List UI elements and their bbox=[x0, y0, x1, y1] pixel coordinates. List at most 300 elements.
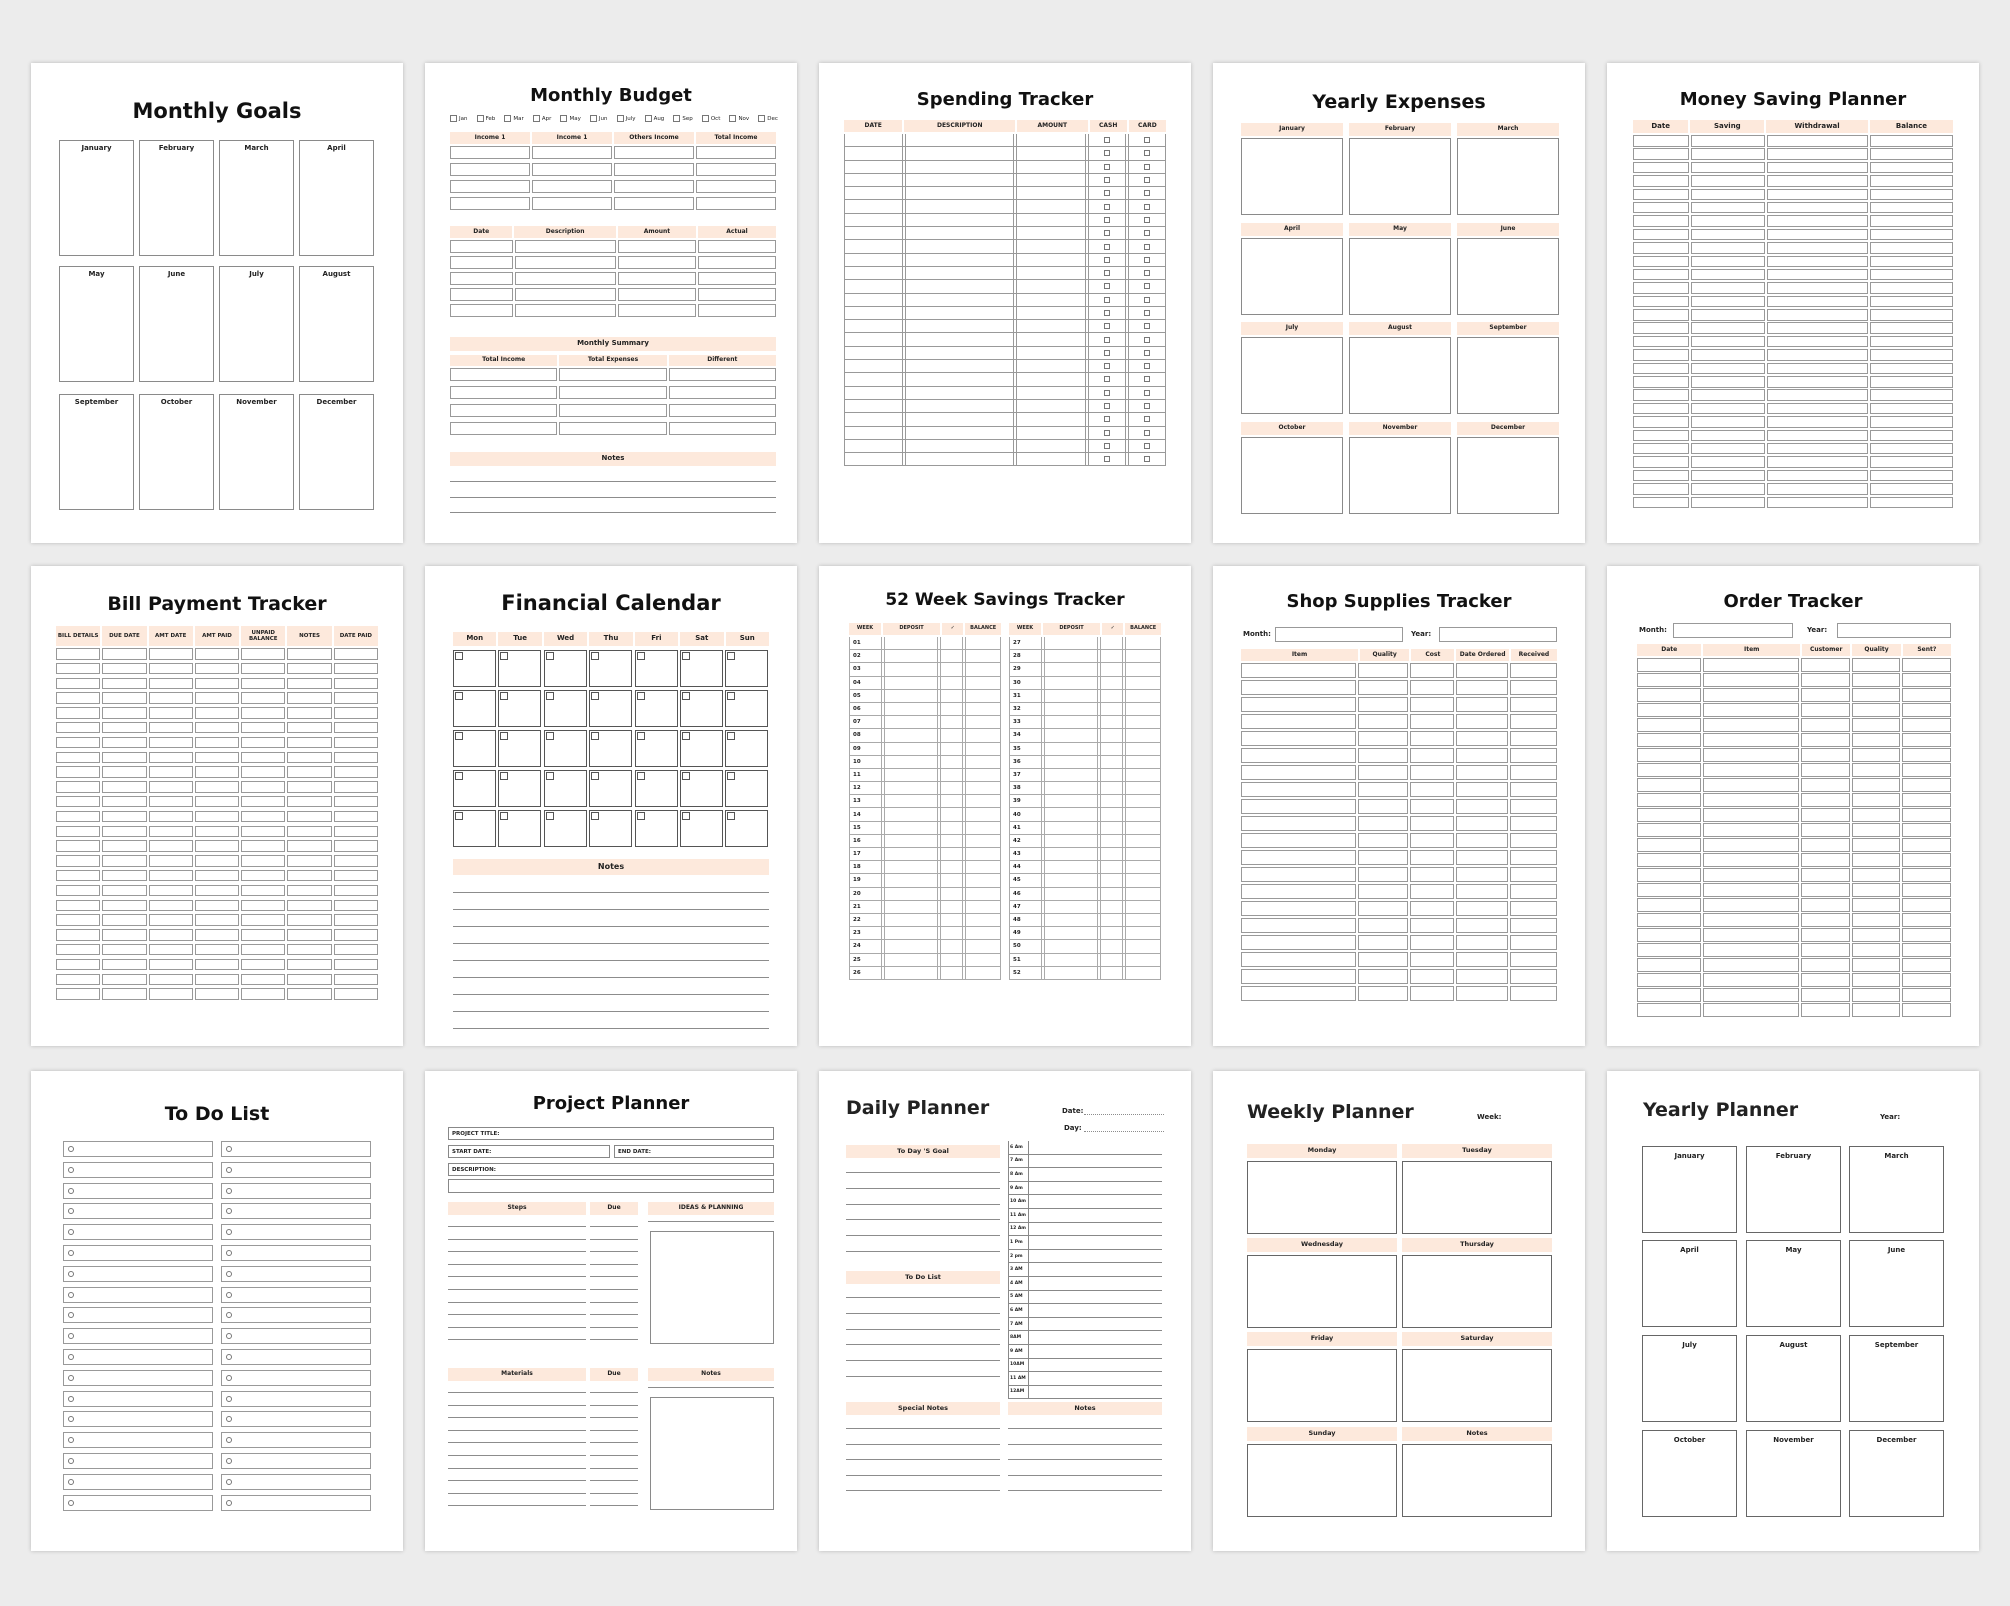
table-cell[interactable] bbox=[56, 737, 100, 749]
week-cell[interactable] bbox=[1044, 650, 1098, 662]
table-cell[interactable] bbox=[1902, 778, 1951, 792]
table-cell[interactable] bbox=[102, 692, 146, 704]
month-check[interactable] bbox=[450, 115, 467, 122]
todo-item[interactable] bbox=[63, 1432, 213, 1448]
month-check[interactable] bbox=[617, 115, 636, 122]
circle-checkbox-icon[interactable] bbox=[68, 1354, 74, 1360]
table-cell[interactable] bbox=[1870, 389, 1953, 401]
table-cell[interactable] bbox=[1410, 714, 1454, 729]
table-cell[interactable] bbox=[614, 146, 694, 159]
month-box[interactable] bbox=[1642, 1240, 1737, 1327]
due-line[interactable] bbox=[590, 1264, 638, 1265]
month-box[interactable] bbox=[1746, 1430, 1841, 1517]
table-cell[interactable] bbox=[1410, 867, 1454, 882]
table-cell[interactable] bbox=[241, 885, 285, 897]
week-cell[interactable] bbox=[884, 795, 938, 807]
week-cell[interactable] bbox=[965, 769, 1001, 781]
due-line[interactable] bbox=[590, 1302, 638, 1303]
table-cell[interactable] bbox=[1870, 282, 1953, 294]
table-cell[interactable] bbox=[1510, 952, 1557, 967]
todo-item[interactable] bbox=[63, 1141, 213, 1157]
week-cell[interactable] bbox=[1100, 835, 1123, 847]
table-cell[interactable] bbox=[1410, 935, 1454, 950]
todo-line[interactable] bbox=[846, 1376, 1000, 1377]
table-cell[interactable] bbox=[1902, 928, 1951, 942]
step-line[interactable] bbox=[448, 1405, 586, 1406]
week-cell[interactable] bbox=[940, 861, 963, 873]
table-cell[interactable] bbox=[905, 453, 1014, 465]
table-cell[interactable] bbox=[1801, 1003, 1850, 1017]
calendar-day-cell[interactable] bbox=[680, 810, 723, 847]
table-cell[interactable] bbox=[1691, 175, 1765, 187]
day-number-box[interactable] bbox=[546, 692, 554, 700]
table-cell[interactable] bbox=[1633, 256, 1689, 268]
table-cell[interactable] bbox=[1767, 175, 1868, 187]
table-cell[interactable] bbox=[1852, 793, 1901, 807]
table-cell[interactable] bbox=[1510, 816, 1557, 831]
table-cell[interactable] bbox=[287, 692, 331, 704]
table-cell[interactable] bbox=[1767, 389, 1868, 401]
table-cell[interactable] bbox=[1456, 816, 1509, 831]
todo-item[interactable] bbox=[221, 1453, 371, 1469]
table-cell[interactable] bbox=[287, 663, 331, 675]
table-cell[interactable] bbox=[1510, 697, 1557, 712]
week-cell[interactable] bbox=[1044, 782, 1098, 794]
table-cell[interactable] bbox=[102, 678, 146, 690]
week-cell[interactable] bbox=[1125, 677, 1161, 689]
week-cell[interactable] bbox=[1100, 808, 1123, 820]
table-cell[interactable] bbox=[1456, 867, 1509, 882]
table-cell[interactable] bbox=[1637, 688, 1701, 702]
table-cell[interactable] bbox=[102, 648, 146, 660]
step-line[interactable] bbox=[448, 1417, 586, 1418]
note-line[interactable] bbox=[453, 1011, 769, 1012]
table-cell[interactable] bbox=[56, 796, 100, 808]
day-number-box[interactable] bbox=[546, 772, 554, 780]
table-cell[interactable] bbox=[1703, 973, 1798, 987]
table-cell[interactable] bbox=[1703, 898, 1798, 912]
table-cell[interactable] bbox=[149, 692, 193, 704]
table-cell[interactable] bbox=[1691, 376, 1765, 388]
table-cell[interactable] bbox=[1703, 868, 1798, 882]
month-box[interactable] bbox=[1849, 1430, 1944, 1517]
circle-checkbox-icon[interactable] bbox=[68, 1188, 74, 1194]
table-cell[interactable] bbox=[1088, 307, 1126, 319]
checkbox-icon[interactable] bbox=[617, 115, 624, 122]
table-cell[interactable] bbox=[844, 187, 903, 199]
checkbox-icon[interactable] bbox=[1104, 443, 1110, 449]
ideas-box[interactable] bbox=[650, 1397, 774, 1510]
day-number-box[interactable] bbox=[682, 652, 690, 660]
table-cell[interactable] bbox=[102, 796, 146, 808]
table-cell[interactable] bbox=[56, 692, 100, 704]
step-line[interactable] bbox=[448, 1339, 586, 1340]
table-cell[interactable] bbox=[1870, 376, 1953, 388]
table-cell[interactable] bbox=[56, 885, 100, 897]
hour-row[interactable] bbox=[1009, 1372, 1162, 1386]
table-cell[interactable] bbox=[1016, 200, 1086, 212]
due-line[interactable] bbox=[590, 1505, 638, 1506]
table-cell[interactable] bbox=[241, 929, 285, 941]
table-cell[interactable] bbox=[1410, 969, 1454, 984]
table-cell[interactable] bbox=[1358, 884, 1408, 899]
table-cell[interactable] bbox=[241, 663, 285, 675]
table-cell[interactable] bbox=[56, 840, 100, 852]
table-cell[interactable] bbox=[1767, 148, 1868, 160]
circle-checkbox-icon[interactable] bbox=[68, 1292, 74, 1298]
table-cell[interactable] bbox=[1088, 280, 1126, 292]
table-cell[interactable] bbox=[241, 900, 285, 912]
hour-row[interactable] bbox=[1009, 1263, 1162, 1277]
todo-item[interactable] bbox=[63, 1162, 213, 1178]
table-cell[interactable] bbox=[844, 453, 903, 465]
table-cell[interactable] bbox=[1633, 376, 1689, 388]
table-cell[interactable] bbox=[1852, 973, 1901, 987]
table-cell[interactable] bbox=[1870, 363, 1953, 375]
table-cell[interactable] bbox=[1633, 443, 1689, 455]
table-cell[interactable] bbox=[1902, 748, 1951, 762]
calendar-day-cell[interactable] bbox=[589, 810, 632, 847]
checkbox-icon[interactable] bbox=[1104, 230, 1110, 236]
hour-row[interactable] bbox=[1009, 1223, 1162, 1237]
day-number-box[interactable] bbox=[591, 652, 599, 660]
table-cell[interactable] bbox=[1456, 952, 1509, 967]
table-cell[interactable] bbox=[287, 855, 331, 867]
table-cell[interactable] bbox=[1801, 718, 1850, 732]
day-number-box[interactable] bbox=[682, 692, 690, 700]
table-cell[interactable] bbox=[1241, 969, 1356, 984]
table-cell[interactable] bbox=[102, 752, 146, 764]
table-cell[interactable] bbox=[905, 373, 1014, 385]
note-line[interactable] bbox=[453, 909, 769, 910]
todo-item[interactable] bbox=[221, 1266, 371, 1282]
due-line[interactable] bbox=[590, 1276, 638, 1277]
table-cell[interactable] bbox=[1801, 883, 1850, 897]
checkbox-icon[interactable] bbox=[1144, 257, 1150, 263]
table-cell[interactable] bbox=[1691, 363, 1765, 375]
table-cell[interactable] bbox=[844, 347, 903, 359]
table-cell[interactable] bbox=[287, 988, 331, 1000]
due-line[interactable] bbox=[590, 1314, 638, 1315]
due-line[interactable] bbox=[590, 1239, 638, 1240]
todo-item[interactable] bbox=[221, 1307, 371, 1323]
table-cell[interactable] bbox=[1633, 403, 1689, 415]
table-cell[interactable] bbox=[1852, 883, 1901, 897]
table-cell[interactable] bbox=[102, 766, 146, 778]
table-cell[interactable] bbox=[1088, 333, 1126, 345]
week-cell[interactable] bbox=[965, 914, 1001, 926]
table-cell[interactable] bbox=[1410, 731, 1454, 746]
table-cell[interactable] bbox=[450, 240, 513, 253]
table-cell[interactable] bbox=[1902, 943, 1951, 957]
table-cell[interactable] bbox=[1358, 986, 1408, 1001]
circle-checkbox-icon[interactable] bbox=[226, 1333, 232, 1339]
table-cell[interactable] bbox=[698, 256, 776, 269]
calendar-day-cell[interactable] bbox=[680, 650, 723, 687]
circle-checkbox-icon[interactable] bbox=[226, 1250, 232, 1256]
calendar-day-cell[interactable] bbox=[544, 810, 587, 847]
table-cell[interactable] bbox=[532, 180, 612, 193]
table-cell[interactable] bbox=[287, 929, 331, 941]
week-cell[interactable] bbox=[965, 795, 1001, 807]
table-cell[interactable] bbox=[1456, 986, 1509, 1001]
circle-checkbox-icon[interactable] bbox=[226, 1208, 232, 1214]
table-cell[interactable] bbox=[844, 333, 903, 345]
due-line[interactable] bbox=[590, 1455, 638, 1456]
table-cell[interactable] bbox=[1637, 853, 1701, 867]
day-box[interactable] bbox=[1402, 1349, 1552, 1422]
week-cell[interactable] bbox=[965, 743, 1001, 755]
due-line[interactable] bbox=[590, 1251, 638, 1252]
table-cell[interactable] bbox=[844, 240, 903, 252]
table-cell[interactable] bbox=[1016, 187, 1086, 199]
todo-item[interactable] bbox=[63, 1411, 213, 1427]
week-cell[interactable] bbox=[940, 927, 963, 939]
month-box[interactable] bbox=[1241, 238, 1343, 315]
table-cell[interactable] bbox=[1128, 174, 1166, 186]
table-cell[interactable] bbox=[1767, 189, 1868, 201]
table-cell[interactable] bbox=[1637, 778, 1701, 792]
table-cell[interactable] bbox=[102, 885, 146, 897]
table-cell[interactable] bbox=[1637, 928, 1701, 942]
table-cell[interactable] bbox=[56, 900, 100, 912]
week-cell[interactable] bbox=[1125, 650, 1161, 662]
table-cell[interactable] bbox=[56, 870, 100, 882]
form-field[interactable] bbox=[448, 1145, 610, 1158]
todo-item[interactable] bbox=[221, 1183, 371, 1199]
table-cell[interactable] bbox=[102, 811, 146, 823]
table-cell[interactable] bbox=[1801, 823, 1850, 837]
day-number-box[interactable] bbox=[455, 692, 463, 700]
table-cell[interactable] bbox=[698, 288, 776, 301]
day-number-box[interactable] bbox=[637, 652, 645, 660]
step-line[interactable] bbox=[448, 1392, 586, 1393]
table-cell[interactable] bbox=[1456, 901, 1509, 916]
table-cell[interactable] bbox=[195, 722, 239, 734]
table-cell[interactable] bbox=[905, 307, 1014, 319]
week-cell[interactable] bbox=[884, 663, 938, 675]
table-cell[interactable] bbox=[1801, 958, 1850, 972]
calendar-day-cell[interactable] bbox=[544, 730, 587, 767]
month-box[interactable] bbox=[1849, 1146, 1944, 1233]
table-cell[interactable] bbox=[1088, 427, 1126, 439]
table-cell[interactable] bbox=[1088, 360, 1126, 372]
week-cell[interactable] bbox=[940, 940, 963, 952]
table-cell[interactable] bbox=[102, 707, 146, 719]
table-cell[interactable] bbox=[195, 692, 239, 704]
table-cell[interactable] bbox=[195, 855, 239, 867]
table-cell[interactable] bbox=[102, 663, 146, 675]
table-cell[interactable] bbox=[1456, 731, 1509, 746]
table-cell[interactable] bbox=[1637, 838, 1701, 852]
table-cell[interactable] bbox=[1852, 688, 1901, 702]
table-cell[interactable] bbox=[1691, 443, 1765, 455]
table-cell[interactable] bbox=[515, 256, 616, 269]
week-cell[interactable] bbox=[940, 677, 963, 689]
table-cell[interactable] bbox=[1510, 850, 1557, 865]
table-cell[interactable] bbox=[287, 722, 331, 734]
week-cell[interactable] bbox=[884, 703, 938, 715]
table-cell[interactable] bbox=[1801, 913, 1850, 927]
table-cell[interactable] bbox=[241, 648, 285, 660]
table-cell[interactable] bbox=[669, 404, 776, 417]
table-cell[interactable] bbox=[241, 796, 285, 808]
checkbox-icon[interactable] bbox=[1144, 403, 1150, 409]
week-cell[interactable] bbox=[965, 967, 1001, 979]
table-cell[interactable] bbox=[1801, 928, 1850, 942]
table-cell[interactable] bbox=[1870, 443, 1953, 455]
table-cell[interactable] bbox=[1128, 413, 1166, 425]
table-cell[interactable] bbox=[1767, 256, 1868, 268]
table-cell[interactable] bbox=[1128, 427, 1166, 439]
checkbox-icon[interactable] bbox=[1144, 323, 1150, 329]
table-cell[interactable] bbox=[1410, 765, 1454, 780]
table-cell[interactable] bbox=[102, 840, 146, 852]
todo-item[interactable] bbox=[221, 1162, 371, 1178]
table-cell[interactable] bbox=[1767, 403, 1868, 415]
week-cell[interactable] bbox=[884, 848, 938, 860]
hour-row[interactable] bbox=[1009, 1386, 1162, 1400]
table-cell[interactable] bbox=[1510, 884, 1557, 899]
table-cell[interactable] bbox=[1801, 778, 1850, 792]
table-cell[interactable] bbox=[844, 440, 903, 452]
table-cell[interactable] bbox=[532, 146, 612, 159]
table-cell[interactable] bbox=[905, 360, 1014, 372]
due-line[interactable] bbox=[590, 1327, 638, 1328]
table-cell[interactable] bbox=[1637, 718, 1701, 732]
table-cell[interactable] bbox=[1870, 309, 1953, 321]
circle-checkbox-icon[interactable] bbox=[226, 1229, 232, 1235]
table-cell[interactable] bbox=[1510, 765, 1557, 780]
table-cell[interactable] bbox=[149, 959, 193, 971]
note-line[interactable] bbox=[453, 943, 769, 944]
calendar-day-cell[interactable] bbox=[589, 650, 632, 687]
day-number-box[interactable] bbox=[637, 812, 645, 820]
table-cell[interactable] bbox=[1128, 400, 1166, 412]
table-cell[interactable] bbox=[56, 811, 100, 823]
week-cell[interactable] bbox=[1100, 650, 1123, 662]
circle-checkbox-icon[interactable] bbox=[226, 1146, 232, 1152]
table-cell[interactable] bbox=[195, 737, 239, 749]
table-cell[interactable] bbox=[334, 900, 378, 912]
step-line[interactable] bbox=[448, 1302, 586, 1303]
table-cell[interactable] bbox=[1902, 808, 1951, 822]
step-line[interactable] bbox=[448, 1442, 586, 1443]
table-cell[interactable] bbox=[1852, 658, 1901, 672]
table-cell[interactable] bbox=[56, 974, 100, 986]
table-cell[interactable] bbox=[1852, 823, 1901, 837]
table-cell[interactable] bbox=[1637, 943, 1701, 957]
table-cell[interactable] bbox=[1241, 867, 1356, 882]
table-cell[interactable] bbox=[905, 254, 1014, 266]
table-cell[interactable] bbox=[1703, 763, 1798, 777]
table-cell[interactable] bbox=[56, 914, 100, 926]
month-box[interactable] bbox=[1746, 1240, 1841, 1327]
table-cell[interactable] bbox=[1767, 322, 1868, 334]
day-number-box[interactable] bbox=[591, 812, 599, 820]
todo-item[interactable] bbox=[63, 1495, 213, 1511]
checkbox-icon[interactable] bbox=[1144, 270, 1150, 276]
table-cell[interactable] bbox=[195, 707, 239, 719]
table-cell[interactable] bbox=[844, 161, 903, 173]
week-cell[interactable] bbox=[884, 769, 938, 781]
table-cell[interactable] bbox=[1801, 673, 1850, 687]
week-cell[interactable] bbox=[1044, 914, 1098, 926]
week-cell[interactable] bbox=[940, 716, 963, 728]
table-cell[interactable] bbox=[1410, 986, 1454, 1001]
table-cell[interactable] bbox=[1691, 456, 1765, 468]
table-cell[interactable] bbox=[102, 944, 146, 956]
table-cell[interactable] bbox=[1016, 320, 1086, 332]
month-check[interactable] bbox=[702, 115, 721, 122]
month-box[interactable] bbox=[1746, 1335, 1841, 1422]
checkbox-icon[interactable] bbox=[533, 115, 540, 122]
table-cell[interactable] bbox=[618, 256, 696, 269]
table-cell[interactable] bbox=[1088, 200, 1126, 212]
table-cell[interactable] bbox=[1633, 269, 1689, 281]
step-line[interactable] bbox=[448, 1251, 586, 1252]
table-cell[interactable] bbox=[1691, 282, 1765, 294]
table-cell[interactable] bbox=[1456, 680, 1509, 695]
circle-checkbox-icon[interactable] bbox=[68, 1250, 74, 1256]
todo-line[interactable] bbox=[846, 1297, 1000, 1298]
table-cell[interactable] bbox=[1767, 456, 1868, 468]
checkbox-icon[interactable] bbox=[1144, 150, 1150, 156]
checkbox-icon[interactable] bbox=[1104, 217, 1110, 223]
week-cell[interactable] bbox=[965, 637, 1001, 649]
calendar-day-cell[interactable] bbox=[453, 650, 496, 687]
week-cell[interactable] bbox=[940, 650, 963, 662]
calendar-day-cell[interactable] bbox=[725, 690, 768, 727]
week-cell[interactable] bbox=[940, 808, 963, 820]
week-cell[interactable] bbox=[884, 690, 938, 702]
circle-checkbox-icon[interactable] bbox=[226, 1292, 232, 1298]
week-cell[interactable] bbox=[884, 743, 938, 755]
table-cell[interactable] bbox=[1637, 703, 1701, 717]
table-cell[interactable] bbox=[1852, 733, 1901, 747]
table-cell[interactable] bbox=[905, 174, 1014, 186]
step-line[interactable] bbox=[448, 1505, 586, 1506]
table-cell[interactable] bbox=[334, 781, 378, 793]
table-cell[interactable] bbox=[1703, 808, 1798, 822]
table-cell[interactable] bbox=[1801, 748, 1850, 762]
table-cell[interactable] bbox=[1128, 200, 1166, 212]
table-cell[interactable] bbox=[1703, 703, 1798, 717]
table-cell[interactable] bbox=[1633, 430, 1689, 442]
table-cell[interactable] bbox=[195, 870, 239, 882]
checkbox-icon[interactable] bbox=[1104, 137, 1110, 143]
month-box[interactable] bbox=[299, 266, 374, 382]
table-cell[interactable] bbox=[1510, 663, 1557, 678]
table-cell[interactable] bbox=[905, 413, 1014, 425]
checkbox-icon[interactable] bbox=[1104, 244, 1110, 250]
table-cell[interactable] bbox=[1870, 135, 1953, 147]
week-cell[interactable] bbox=[1125, 756, 1161, 768]
table-cell[interactable] bbox=[1703, 778, 1798, 792]
day-number-box[interactable] bbox=[682, 772, 690, 780]
week-cell[interactable] bbox=[884, 940, 938, 952]
table-cell[interactable] bbox=[1088, 294, 1126, 306]
table-cell[interactable] bbox=[56, 663, 100, 675]
table-cell[interactable] bbox=[1510, 748, 1557, 763]
checkbox-icon[interactable] bbox=[1144, 217, 1150, 223]
todo-item[interactable] bbox=[221, 1495, 371, 1511]
table-cell[interactable] bbox=[1456, 765, 1509, 780]
table-cell[interactable] bbox=[287, 796, 331, 808]
table-cell[interactable] bbox=[1902, 703, 1951, 717]
table-cell[interactable] bbox=[1633, 416, 1689, 428]
week-cell[interactable] bbox=[1100, 914, 1123, 926]
